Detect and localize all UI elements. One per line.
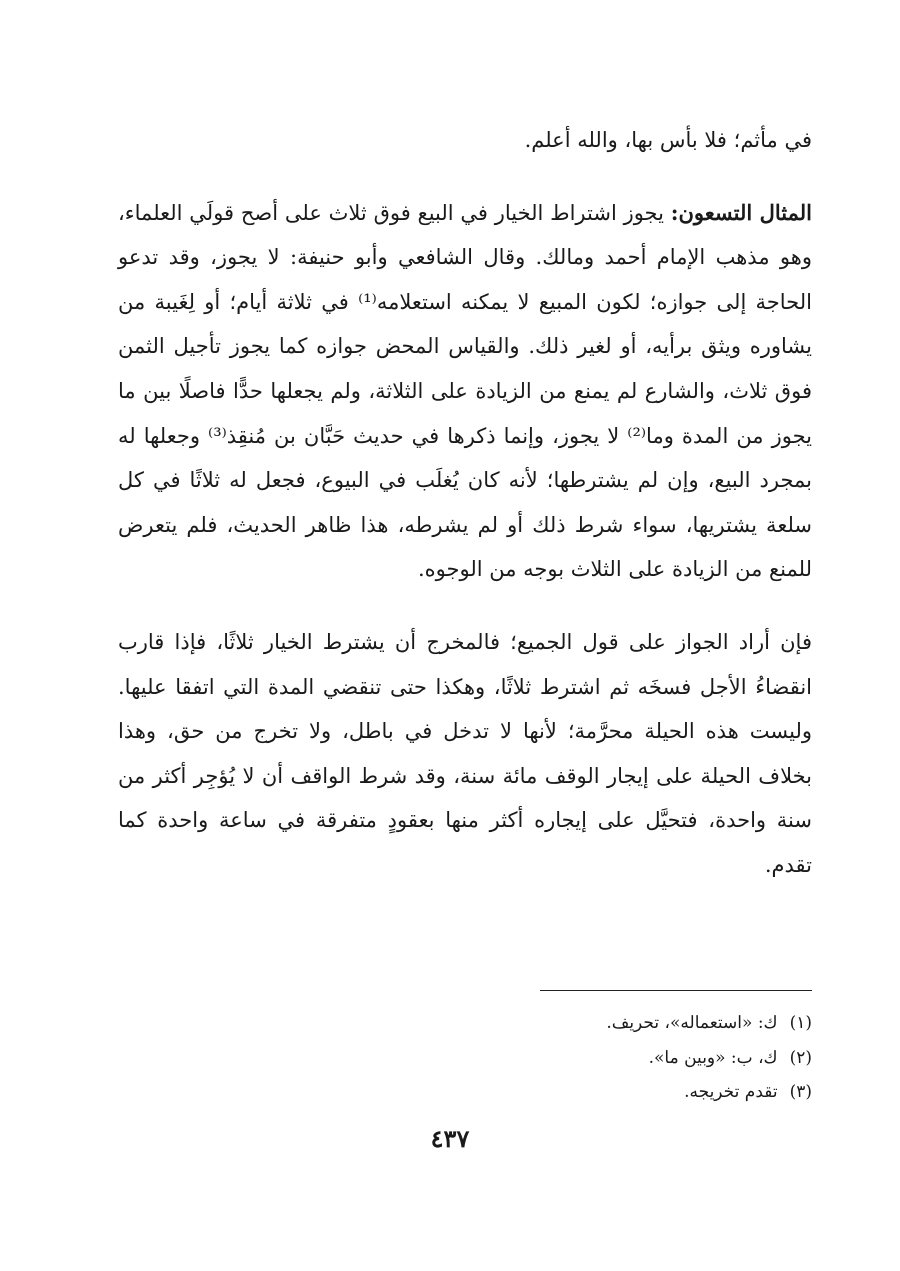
page-body [118, 118, 812, 916]
footnotes [292, 1006, 812, 1110]
paragraph-lead: المثال التسعون: [670, 199, 812, 225]
paragraph-text: يجوز اشتراط الخيار في البيع فوق ثلاث على أصح قولَي العلماء، وهو مذهب الإمام أحمد ومالك. وقال الشافعي وأبو حنيفة: لا يجوز، وقد تدعو الحاجة إلى جوازه؛ لكون المبيع لا يمكنه استعلامه⁽¹⁾ في ثلاثة أيام؛ أو لِغَيبة من يشاوره ويثق برأيه، أو لغير ذلك. والقياس المحض جوازه كما يجوز تأجيل الثمن فوق ثلاث، والشارع لم يمنع من الزيادة على الثلاثة، ولم يجعلها حدًّا فاصلًا بين ما يجوز من المدة وما⁽²⁾ لا يجوز، وإنما ذكرها في حديث حَبَّان بن مُنقِذ⁽³⁾ وجعلها له بمجرد البيع، وإن لم يشترطها؛ لأنه كان يُغلَب في البيوع، فجعل له ثلاثًا في كل سلعة يشتريها، سواء شرط ذلك أو لم يشرطه، هذا ظاهر الحديث، فلم يتعرض للمنع من الزيادة على الثلاث بوجه من الوجوه. [118, 200, 812, 582]
footnote-number: (٢) [789, 1047, 812, 1068]
footnote-text: ك، ب: «وبين ما». [648, 1047, 778, 1068]
footnote-2 [292, 1041, 812, 1076]
footnote-text: ك: «استعماله»، تحريف. [606, 1013, 778, 1033]
footnote-3 [292, 1075, 812, 1110]
paragraph-3 [118, 620, 812, 888]
paragraph-2 [118, 191, 812, 592]
footnote-text: تقدم تخريجه. [684, 1082, 778, 1102]
footnote-divider [540, 990, 812, 991]
paragraph-1 [118, 118, 812, 163]
paragraph-text: فإن أراد الجواز على قول الجميع؛ فالمخرج أن يشترط الخيار ثلاثًا، فإذا قارب انقضاءُ الأجل فسخَه ثم اشترط ثلاثًا، وهكذا حتى تنقضي المدة التي اتفقا عليها. وليست هذه الحيلة محرَّمة؛ لأنها لا تدخل في باطل، ولا تخرج من حق، وهذا بخلاف الحيلة على إيجار الوقف مائة سنة، وقد شرط الواقف أن لا يُؤجِر أكثر من سنة واحدة، فتحيَّل على إيجاره أكثر منها بعقودٍ متفرقة في ساعة واحدة كما تقدم. [118, 629, 812, 877]
footnote-1 [292, 1006, 812, 1041]
footnote-number: (٣) [789, 1082, 812, 1102]
page-number: ٤٣٧ [430, 1124, 470, 1153]
footnote-number: (١) [789, 1013, 812, 1033]
paragraph-text: في مأثم؛ فلا بأس بها، والله أعلم. [524, 128, 812, 152]
